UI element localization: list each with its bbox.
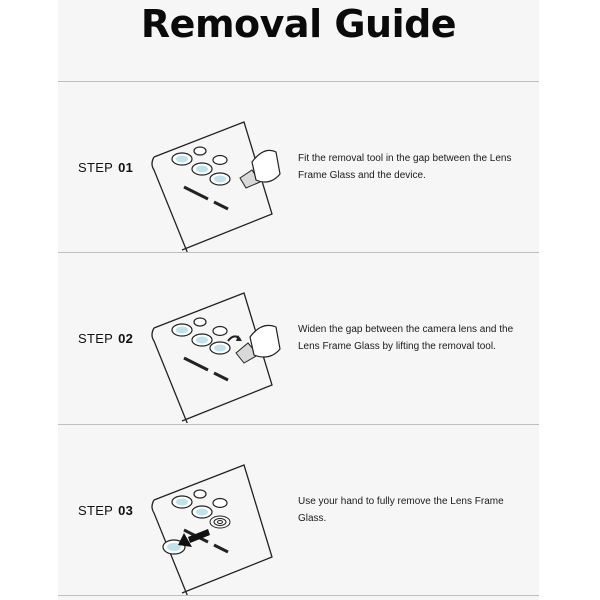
step-number: 01 — [118, 159, 134, 175]
step-02 — [58, 253, 539, 423]
step-02-label — [78, 253, 133, 423]
step-number: 02 — [118, 330, 134, 346]
step-03-illustration — [148, 425, 283, 595]
step-number: 03 — [118, 502, 134, 518]
camera-lens-icon — [213, 499, 227, 508]
camera-lens-icon — [194, 318, 206, 326]
camera-lens-icon — [194, 490, 206, 498]
step-03-label — [78, 425, 133, 595]
step-word: STEP — [78, 159, 114, 175]
step-03-instruction: Use your hand to fully remove the Lens Frame Glass. — [298, 496, 504, 524]
step-01-instruction: Fit the removal tool in the gap between the Lens Frame Glass and the device. — [298, 153, 512, 181]
step-01-illustration — [148, 82, 283, 252]
page-title: Removal Guide — [140, 2, 457, 46]
step-01-label — [78, 82, 133, 252]
camera-lens-icon — [213, 327, 227, 336]
camera-lens-icon — [194, 147, 206, 155]
hand-with-tool-icon — [236, 325, 280, 363]
divider-bottom — [58, 595, 539, 596]
step-01 — [58, 82, 539, 252]
step-word: STEP — [78, 330, 114, 346]
step-02-instruction: Widen the gap between the camera lens and the Lens Frame Glass by lifting the removal tool. — [298, 324, 514, 352]
step-word: STEP — [78, 502, 114, 518]
hand-with-tool-icon — [240, 150, 280, 188]
remove-arrow-icon — [178, 529, 210, 547]
step-03 — [58, 425, 539, 595]
exposed-lens-icon — [210, 516, 230, 528]
step-02-illustration — [148, 253, 283, 423]
camera-lens-icon — [213, 156, 227, 165]
